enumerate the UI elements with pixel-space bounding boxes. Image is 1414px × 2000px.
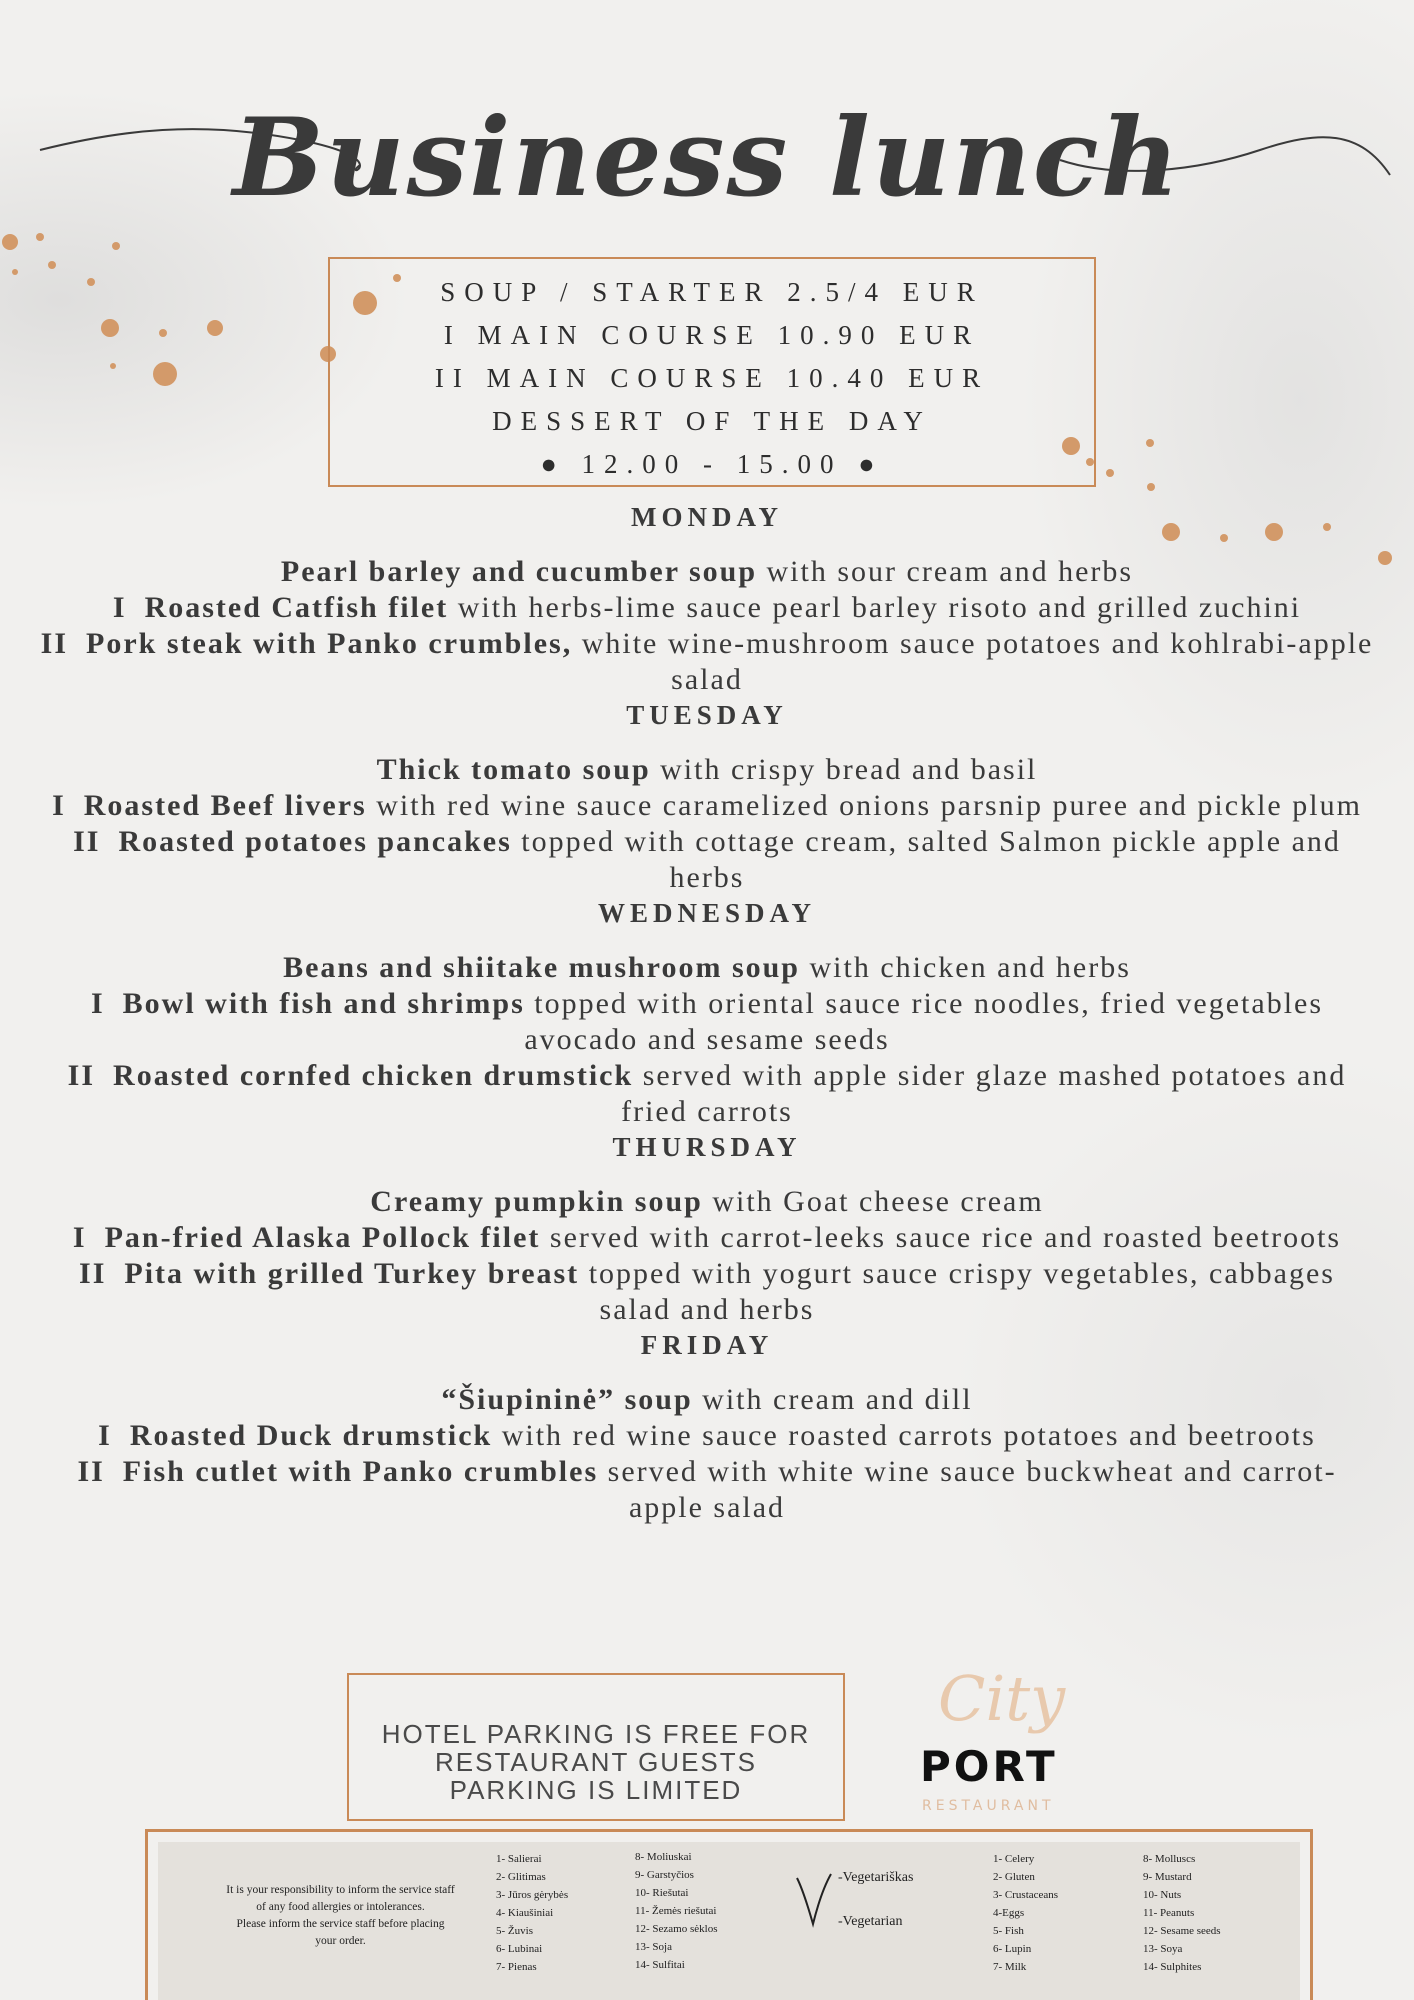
dish-name: “Šiupininė” soup <box>441 1383 693 1416</box>
dish-name: Creamy pumpkin soup <box>370 1185 703 1218</box>
course-number: II <box>79 1257 107 1290</box>
course-number: II <box>67 1059 96 1092</box>
serving-hours: ● 12.00 - 15.00 ● <box>540 449 884 479</box>
main-course-item <box>40 824 1374 896</box>
soup-item <box>40 950 1374 986</box>
dish-description: with cream and dill <box>692 1383 973 1416</box>
dish-name: Pita with grilled Turkey breast <box>124 1257 580 1290</box>
allergen-item: 12- Sezamo sėklos <box>635 1923 718 1935</box>
dish-name: Roasted cornfed chicken drumstick <box>113 1059 634 1092</box>
allergen-list-lt-1 <box>496 1850 568 1976</box>
price-main-course-2: II MAIN COURSE 10.40 EUR <box>434 363 990 393</box>
soup-item <box>40 554 1374 590</box>
course-number: II <box>73 825 101 858</box>
soup-item <box>40 1184 1374 1220</box>
dish-name: Pearl barley and cucumber soup <box>280 555 758 588</box>
dish-description: topped with yogurt sauce crispy vegetables, cabbages salad and herbs <box>579 1257 1335 1326</box>
allergen-item: 10- Riešutai <box>635 1887 689 1899</box>
day-heading: MONDAY <box>630 502 783 532</box>
day-heading: FRIDAY <box>640 1330 774 1360</box>
allergen-item: 8- Moliuskai <box>635 1851 692 1863</box>
main-course-item <box>40 788 1374 824</box>
dish-description: served with carrot-leeks sauce rice and roasted beetroots <box>540 1221 1342 1254</box>
allergen-item: 11- Peanuts <box>1143 1907 1195 1919</box>
allergen-item: 7- Milk <box>993 1961 1027 1973</box>
vegetarian-label-en: -Vegetarian <box>838 1914 903 1929</box>
price-box <box>328 257 1096 487</box>
allergen-item: 14- Sulphites <box>1143 1961 1202 1973</box>
main-course-item <box>40 1220 1374 1256</box>
dish-description: with herbs-lime sauce pearl barley risoto and grilled zuchini <box>448 591 1302 624</box>
dish-name: Bowl with fish and shrimps <box>122 987 525 1020</box>
main-course-item <box>40 1454 1374 1526</box>
allergen-item: 9- Mustard <box>1143 1871 1192 1883</box>
day-heading: THURSDAY <box>612 1132 802 1162</box>
allergen-item: 2- Glitimas <box>496 1871 546 1883</box>
day-heading: TUESDAY <box>626 700 788 730</box>
allergen-item: 5- Žuvis <box>496 1925 533 1937</box>
dish-description: topped with cottage cream, salted Salmon pickle apple and herbs <box>511 825 1341 894</box>
logo-script: City <box>938 1662 1066 1735</box>
allergen-panel <box>145 1829 1313 2000</box>
course-number: II <box>40 627 69 660</box>
allergen-item: 4-Eggs <box>993 1907 1025 1919</box>
allergen-item: 6- Lubinai <box>496 1943 543 1955</box>
note-line-2: of any food allergies or intolerances. <box>256 1901 425 1913</box>
logo-sub: RESTAURANT <box>922 1798 1055 1814</box>
allergen-item: 14- Sulfitai <box>635 1959 685 1971</box>
allergen-item: 1- Celery <box>993 1853 1035 1865</box>
allergen-item: 13- Soja <box>635 1941 672 1953</box>
dish-description: with red wine sauce roasted carrots potatoes and beetroots <box>492 1419 1316 1452</box>
logo-main: PORT <box>920 1742 1058 1791</box>
dish-description: served with white wine sauce buckwheat and carrot-apple salad <box>598 1455 1337 1524</box>
allergen-item: 4- Kiaušiniai <box>496 1907 554 1919</box>
dish-name: Pork steak with Panko crumbles, <box>86 627 573 660</box>
note-line-1: It is your responsibility to inform the service staff <box>226 1884 455 1896</box>
dish-description: topped with oriental sauce rice noodles, fried vegetables avocado and sesame seeds <box>524 987 1324 1056</box>
dish-name: Roasted potatoes pancakes <box>118 825 512 858</box>
vegetarian-label-lt: -Vegetariškas <box>838 1870 914 1885</box>
dish-name: Pan-fried Alaska Pollock filet <box>104 1221 541 1254</box>
course-number: I <box>112 591 127 624</box>
allergen-list-en-1 <box>993 1850 1058 1976</box>
dish-name: Roasted Catfish filet <box>144 591 449 624</box>
dish-name: Fish cutlet with Panko crumbles <box>122 1455 599 1488</box>
dish-description: with crispy bread and basil <box>650 753 1038 786</box>
dish-description: with Goat cheese cream <box>702 1185 1044 1218</box>
main-course-item <box>40 590 1374 626</box>
day-heading: WEDNESDAY <box>597 898 817 928</box>
soup-item <box>40 1382 1374 1418</box>
price-dessert: DESSERT OF THE DAY <box>492 406 932 436</box>
dish-name: Roasted Duck drumstick <box>129 1419 493 1452</box>
course-number: II <box>77 1455 105 1488</box>
course-number: I <box>98 1419 112 1452</box>
main-course-item <box>40 986 1374 1058</box>
page-title: Business lunch <box>232 95 1182 221</box>
allergen-item: 6- Lupin <box>993 1943 1032 1955</box>
price-soup-starter: SOUP / STARTER 2.5/4 EUR <box>440 277 984 307</box>
vegetarian-icon <box>793 1870 833 1930</box>
parking-line-1: HOTEL PARKING IS FREE FOR <box>381 1719 811 1749</box>
allergy-responsibility-note <box>188 1882 493 1950</box>
allergen-item: 3- Crustaceans <box>993 1889 1059 1901</box>
allergen-item: 7- Pienas <box>496 1961 537 1973</box>
allergen-item: 10- Nuts <box>1143 1889 1182 1901</box>
course-number: I <box>52 789 66 822</box>
weekly-menu <box>40 500 1374 1526</box>
parking-notice <box>347 1673 845 1821</box>
dish-description: with sour cream and herbs <box>757 555 1134 588</box>
main-course-item <box>40 626 1374 698</box>
parking-line-2: RESTAURANT GUESTS <box>435 1747 757 1777</box>
allergen-list-lt-2 <box>635 1848 717 1974</box>
allergen-item: 5- Fish <box>993 1925 1024 1937</box>
allergen-item: 3- Jūros gėrybės <box>496 1889 569 1901</box>
dish-description: served with apple sider glaze mashed potatoes and fried carrots <box>621 1059 1347 1128</box>
dish-name: Beans and shiitake mushroom soup <box>283 951 800 984</box>
dish-name: Roasted Beef livers <box>83 789 367 822</box>
allergen-panel-inner <box>158 1842 1300 2000</box>
city-port-logo <box>920 1662 1090 1820</box>
note-line-3: Please inform the service staff before placing <box>236 1918 445 1930</box>
allergen-item: 13- Soya <box>1143 1943 1183 1955</box>
note-line-4: your order. <box>315 1935 366 1947</box>
parking-line-3: PARKING IS LIMITED <box>449 1775 743 1805</box>
main-course-item <box>40 1256 1374 1328</box>
allergen-item: 1- Salierai <box>496 1853 542 1865</box>
dish-name: Thick tomato soup <box>376 753 651 786</box>
dish-description: with chicken and herbs <box>800 951 1131 984</box>
dish-description: white wine-mushroom sauce potatoes and kohlrabi-apple salad <box>572 627 1374 696</box>
soup-item <box>40 752 1374 788</box>
main-course-item <box>40 1418 1374 1454</box>
allergen-list-en-2 <box>1143 1850 1221 1976</box>
allergen-item: 11- Žemės riešutai <box>635 1905 717 1917</box>
price-main-course-1: I MAIN COURSE 10.90 EUR <box>443 320 981 350</box>
course-number: I <box>72 1221 87 1254</box>
allergen-item: 9- Garstyčios <box>635 1869 694 1881</box>
allergen-item: 8- Molluscs <box>1143 1853 1196 1865</box>
course-number: I <box>90 987 105 1020</box>
allergen-item: 2- Gluten <box>993 1871 1035 1883</box>
dish-description: with red wine sauce caramelized onions parsnip puree and pickle plum <box>366 789 1362 822</box>
main-course-item <box>40 1058 1374 1130</box>
allergen-item: 12- Sesame seeds <box>1143 1925 1221 1937</box>
